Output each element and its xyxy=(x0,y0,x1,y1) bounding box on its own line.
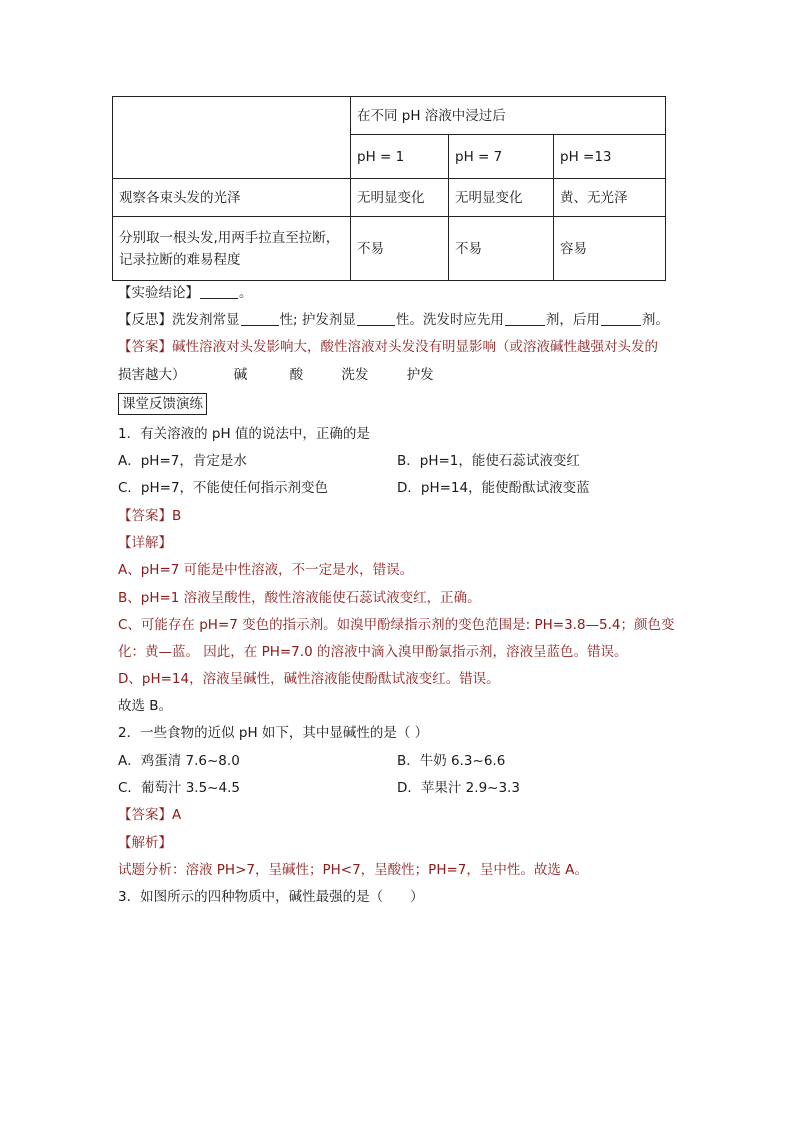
q1-option-c: C．pH=7，不能使任何指示剂变色 xyxy=(118,480,329,496)
q2-option-a: A．鸡蛋清 7.6~8.0 xyxy=(118,753,240,769)
answer-part: 洗发 xyxy=(341,367,369,383)
ph-header: pH = 7 xyxy=(449,135,554,179)
ph-header: pH =13 xyxy=(554,135,666,179)
q2-analysis-tag: 【解析】 xyxy=(118,835,172,851)
q1-detail-line: B、pH=1 溶液呈酸性，酸性溶液能使石蕊试液变红，正确。 xyxy=(118,590,481,606)
answer-part: 碱 xyxy=(233,367,248,383)
answer-block-line2: 损害越大） 碱 酸 洗发 护发 xyxy=(118,367,434,383)
table-cell: 黄、无光泽 xyxy=(554,179,666,217)
answer-blank xyxy=(241,311,279,326)
q1-detail-line: D、pH=14，溶液呈碱性，碱性溶液能使酚酞试液变红。错误。 xyxy=(118,671,500,687)
q1-detail-line: 化：黄—蓝。 因此，在 PH=7.0 的溶液中滴入溴甲酚氯指示剂，溶液呈蓝色。错误。 xyxy=(118,644,628,660)
q1-stem: 1．有关溶液的 pH 值的说法中，正确的是 xyxy=(118,426,370,442)
q1-detail-line: A、pH=7 可能是中性溶液，不一定是水，错误。 xyxy=(118,562,414,578)
table-corner-cell xyxy=(113,97,351,179)
table-cell: 不易 xyxy=(449,217,554,281)
answer-tag: 【答案】 xyxy=(118,339,172,355)
answer-part: 护发 xyxy=(406,367,434,383)
ph-header: pH = 1 xyxy=(351,135,449,179)
q2-analysis: 试题分析：溶液 PH>7，呈碱性；PH<7，呈酸性；PH=7，呈中性。故选 A。 xyxy=(118,862,588,878)
q1-detail-tag: 【详解】 xyxy=(118,535,172,551)
q2-option-d: D．苹果汁 2.9~3.3 xyxy=(397,780,520,796)
q2-option-b: B．牛奶 6.3~6.6 xyxy=(397,753,506,769)
experiment-conclusion: 【实验结论】 。 xyxy=(118,285,253,301)
table-cell: 容易 xyxy=(554,217,666,281)
table-cell: 无明显变化 xyxy=(351,179,449,217)
row-label-line: 分别取一根头发,用两手拉直至拉断， xyxy=(119,229,340,246)
answer-block-line1: 【答案】碱性溶液对头发影响大，酸性溶液对头发没有明显影响（或溶液碱性越强对头发的 xyxy=(118,339,658,355)
row-label-line: 记录拉断的难易程度 xyxy=(119,251,241,268)
answer-blank xyxy=(601,311,641,326)
q2-stem: 2．一些食物的近似 pH 如下，其中显碱性的是（ ） xyxy=(118,725,429,741)
q1-answer: 【答案】B xyxy=(118,508,182,524)
experiment-table xyxy=(112,96,666,281)
section-title: 课堂反馈演练 xyxy=(118,393,207,415)
table-cell: 无明显变化 xyxy=(449,179,554,217)
q2-option-c: C．葡萄汁 3.5~4.5 xyxy=(118,780,240,796)
q1-option-a: A．pH=7，肯定是水 xyxy=(118,453,247,469)
q1-conclusion: 故选 B。 xyxy=(118,698,173,714)
answer-blank xyxy=(200,284,238,299)
q1-option-b: B．pH=1，能使石蕊试液变红 xyxy=(397,453,580,469)
answer-part: 酸 xyxy=(289,367,304,383)
answer-blank xyxy=(357,311,395,326)
q2-answer: 【答案】A xyxy=(118,807,182,823)
reflection: 【反思】洗发剂常显 性; 护发剂显 性。洗发时应先用 剂，后用 剂。 xyxy=(118,312,669,328)
answer-blank xyxy=(505,311,545,326)
q1-detail-line: C、可能存在 pH=7 变色的指示剂。如溴甲酚绿指示剂的变色范围是: PH=3.8—5.4；颜色变 xyxy=(118,617,675,633)
row-label xyxy=(113,217,351,281)
table-header-group: 在不同 pH 溶液中浸过后 xyxy=(351,97,666,135)
table-cell: 不易 xyxy=(351,217,449,281)
q3-stem: 3．如图所示的四种物质中，碱性最强的是（ ） xyxy=(118,889,424,905)
row-label: 观察各束头发的光泽 xyxy=(113,179,351,217)
q1-option-d: D．pH=14，能使酚酞试液变蓝 xyxy=(397,480,590,496)
